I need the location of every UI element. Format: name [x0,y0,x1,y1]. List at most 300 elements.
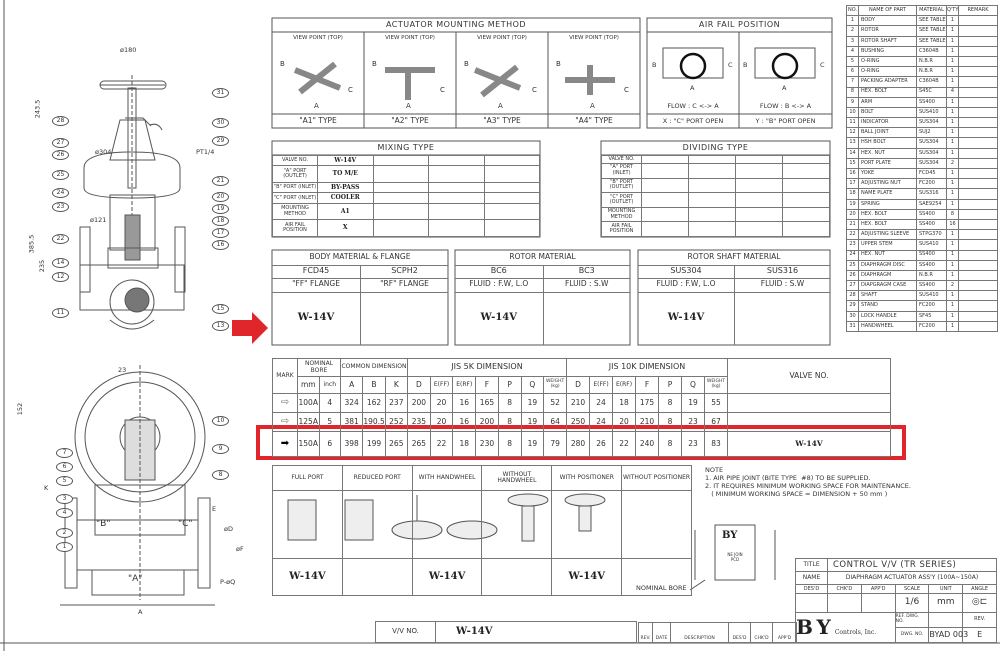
parts-cell: 1 [947,107,959,117]
dim-cell: 79 [544,432,567,457]
vv-no-label: V/V NO. [376,622,436,643]
port-b-label: B [743,61,748,69]
table-row [847,209,998,219]
dim-cell: 250 [567,413,590,432]
mounting-type-label: "A1" TYPE [299,116,337,125]
parts-cell: ADJUSTING NUT [859,179,917,189]
dim-label: K [44,484,49,492]
dim-header: MARK [273,359,298,394]
table-cell [642,207,689,222]
port-a-label: A [498,102,503,110]
table-row [847,56,998,66]
dim-cell: 5 [319,413,341,432]
table-row [847,67,998,77]
remark-cell [959,16,998,26]
mixing-table [272,155,540,237]
parts-cell: FC200 [917,301,947,311]
parts-cell: SS400 [917,219,947,229]
parts-cell: 1 [947,291,959,301]
view-point-label: VIEW POINT (TOP) [385,35,435,41]
parts-cell: 31 [847,321,859,331]
note-line: 2. IT REQUIRES MINIMUM WORKING SPACE FOR MAINTENANCE. [705,482,911,490]
dim-subheader: WEIGHT (kg) [705,377,728,394]
dividing-title: DIVIDING TYPE [682,143,749,152]
ref-dwg-label: REF. DWG. NO. [895,612,929,627]
remark-cell [959,158,998,168]
callout-balloon: 31 [212,88,229,98]
table-row [847,179,998,189]
dim-cell: 190.5 [363,413,385,432]
material-spec: FLUID : F.W, L.O [638,279,734,293]
parts-cell: DIAPHRAGM DISC [859,260,917,270]
parts-cell: ARM [859,97,917,107]
material-title: BODY MATERIAL & FLANGE [272,252,448,266]
parts-cell: SHAFT [859,291,917,301]
table-row [847,311,998,321]
parts-cell: 29 [847,301,859,311]
parts-header: Q'TY [947,6,959,16]
parts-cell: SUJ2 [917,128,947,138]
remark-cell [959,169,998,179]
table-cell [373,166,429,183]
parts-cell: 1 [947,97,959,107]
callout-balloon: 26 [52,150,69,160]
parts-cell: SAE9254 [917,199,947,209]
table-row-selected [273,432,891,457]
callout-balloon: 15 [212,304,229,314]
parts-cell: HEX. NUT [859,148,917,158]
row-label: "A" PORT (OUTLET) [273,166,318,183]
parts-cell: 19 [847,199,859,209]
port-type-selection: W-14V [552,559,622,596]
port-b-label: B [464,60,469,68]
remark-cell [959,87,998,97]
dwg-no-value: BYAD 003 [929,627,963,642]
port-type-header: WITH POSITIONER [552,466,622,491]
port-type-illustration [622,491,692,559]
dim-label: øF [236,545,244,553]
port-a-label: A [690,84,695,92]
table-cell [484,220,540,237]
parts-cell: SF45 [917,311,947,321]
revision-header: DES'D [729,623,751,643]
port-c-label: C [348,86,353,94]
rev-value: E [963,627,997,642]
vertical-divider [543,293,544,345]
revision-header: DESCRIPTION [671,623,729,643]
table-row [273,182,540,192]
port-c-label: C [820,61,825,69]
table-row [847,199,998,209]
table-cell [783,222,830,237]
port-a-label: A [314,102,319,110]
parts-cell: 4 [847,46,859,56]
table-cell [484,156,540,166]
drawing-title: CONTROL V/V (TR SERIES) [828,559,997,572]
title-block [795,558,997,643]
parts-cell: 1 [947,128,959,138]
dim-label: 385.5 [27,234,36,254]
table-cell [689,222,736,237]
table-cell [642,156,689,164]
port-a-label: A [590,102,595,110]
dim-cell: 324 [341,394,363,413]
parts-cell: SEE TABLE [917,16,947,26]
parts-cell: HEX. NUT [859,250,917,260]
dim-subheader: P [659,377,682,394]
table-cell [689,156,736,164]
parts-cell: HEX. BOLT [859,209,917,219]
valve-front-view [80,75,185,329]
remark-cell [959,189,998,199]
port-label: "C" [178,519,193,529]
flow-label: FLOW : C <-> A [667,102,719,110]
table-row [847,219,998,229]
dim-cell: 16 [453,394,476,413]
table-cell [642,193,689,208]
remark-cell [959,118,998,128]
row-label: MOUNTING METHOD [273,203,318,220]
angle-label: ANGLE [963,585,997,594]
table-cell [689,193,736,208]
port-c-label: C [728,61,733,69]
remark-cell [959,56,998,66]
table-cell [736,207,783,222]
projection-icon: ◎⊏ [963,594,997,612]
mounting-type-label: "A2" TYPE [391,116,429,125]
dim-cell: 64 [544,413,567,432]
table-row [847,128,998,138]
parts-cell: 25 [847,260,859,270]
table-row [847,270,998,280]
dim-cell: 125A [298,413,320,432]
parts-cell: 1 [947,179,959,189]
table-row [847,281,998,291]
dim-cell: 20 [430,413,453,432]
parts-cell: 12 [847,128,859,138]
parts-cell: 1 [947,311,959,321]
row-label: MOUNTING METHOD [602,207,642,222]
view-point-label: VIEW POINT (TOP) [569,35,619,41]
row-label: VALVE NO. [602,156,642,164]
parts-cell: 6 [847,67,859,77]
remark-cell [959,128,998,138]
port-type-header: WITH HANDWHEEL [412,466,482,491]
port-c-label: C [624,86,629,94]
dim-cell: 200 [408,394,431,413]
dim-subheader: Q [521,377,544,394]
parts-cell: O-RING [859,67,917,77]
parts-cell: 1 [947,321,959,331]
port-type-selection: W-14V [412,559,482,596]
parts-cell: PACKING ADAPTER [859,77,917,87]
dim-subheader: P [498,377,521,394]
dim-subheader: D [567,377,590,394]
table-row [847,118,998,128]
table-cell: A1 [318,203,374,220]
remark-cell [959,148,998,158]
scale-label: SCALE [895,585,929,594]
parts-cell: 16 [947,219,959,229]
table-cell: TO M/E [318,166,374,183]
table-row [273,220,540,237]
dim-cell: 235 [408,413,431,432]
table-row [602,193,830,208]
vertical-divider [360,293,361,345]
dim-header: NOMINAL BORE [298,359,341,377]
nameplate-text: NE JOIN PCD [727,552,743,562]
dim-label: A [138,608,143,616]
dim-cell: 23 [682,432,705,457]
port-type-illustration [482,491,552,559]
table-row [847,169,998,179]
dim-subheader: WEIGHT (kg) [544,377,567,394]
dim-cell: 67 [705,413,728,432]
port-b-label: B [556,60,561,68]
dim-cell: 16 [453,413,476,432]
remark-cell [959,107,998,117]
material-spec: FLUID : S.W [734,279,830,293]
material-title: ROTOR MATERIAL [455,252,630,266]
dim-cell: 175 [636,394,659,413]
parts-cell: 1 [947,250,959,260]
parts-cell: 1 [947,148,959,158]
dim-cell: 8 [659,432,682,457]
parts-cell: BOLT [859,107,917,117]
dim-subheader: inch [319,377,341,394]
parts-cell: 21 [847,219,859,229]
dim-cell: 6 [319,432,341,457]
parts-cell: 16 [847,169,859,179]
table-row [847,87,998,97]
vertical-divider [734,293,735,345]
remark-cell [959,179,998,189]
parts-cell: 13 [847,138,859,148]
parts-cell: 2 [847,26,859,36]
mounting-type-label: "A3" TYPE [483,116,521,125]
parts-cell: DIAPGRAGM CASE [859,281,917,291]
dim-label: ø304 [95,148,112,156]
table-cell [642,178,689,193]
remark-cell [959,260,998,270]
material-name: BC6 [455,266,543,279]
dim-cell: 162 [363,394,385,413]
parts-list-table [846,5,998,332]
parts-cell: 1 [947,118,959,128]
table-row [847,138,998,148]
dim-subheader: E(RF) [613,377,636,394]
valve-side-view [60,365,215,605]
parts-cell: 1 [947,270,959,280]
dim-cell: 252 [385,413,407,432]
dim-cell: 19 [521,413,544,432]
mixing-title: MIXING TYPE [377,143,435,152]
dim-subheader: F [636,377,659,394]
parts-header: MATERIAL [917,6,947,16]
parts-cell: 26 [847,270,859,280]
parts-cell: DIAPHRAGM [859,270,917,280]
parts-cell: 30 [847,311,859,321]
dim-cell: 8 [498,413,521,432]
table-cell [783,156,830,164]
dim-cell: 24 [590,394,613,413]
parts-cell: SEE TABLE [917,26,947,36]
row-label: AIR FAIL POSITION [273,220,318,237]
callout-balloon: 5 [56,476,73,486]
parts-cell: BODY [859,16,917,26]
table-row [273,193,540,203]
callout-balloon: 17 [212,228,229,238]
table-cell [373,220,429,237]
valve-no-cell [728,413,891,432]
port-c-label: C [440,86,445,94]
parts-header: NO. [847,6,859,16]
table-cell [736,193,783,208]
parts-cell: 5 [847,56,859,66]
callout-balloon: 10 [212,416,229,426]
parts-cell: 27 [847,281,859,291]
callout-balloon: 7 [56,448,73,458]
parts-cell: SUS304 [917,138,947,148]
dim-subheader: E(FF) [590,377,613,394]
parts-cell: C3604B [917,46,947,56]
parts-cell: UPPER STEM [859,240,917,250]
parts-cell: STAND [859,301,917,311]
app-label: APP'D [861,585,895,594]
air-fail-y-caption: Y : "B" PORT OPEN [755,117,816,125]
dim-header: JIS 5K DIMENSION [408,359,567,377]
port-label: "A" [128,574,143,584]
remark-cell [959,219,998,229]
parts-cell: 4 [947,87,959,97]
table-row [602,163,830,178]
parts-cell: C3604B [917,77,947,87]
port-type-header: WITHOUT POSITIONER [622,466,692,491]
parts-cell: ADJUSTING SLEEVE [859,230,917,240]
port-type-selection [342,559,412,596]
remark-cell [959,301,998,311]
nominal-bore-label: NOMINAL BORE [636,584,687,592]
note-line: ( MINIMUM WORKING SPACE = DIMENSION + 50 mm ) [705,490,888,498]
parts-cell: 24 [847,250,859,260]
callout-balloon: 24 [52,188,69,198]
notes-title: NOTE [705,466,724,474]
table-cell [373,193,429,203]
remark-cell [959,26,998,36]
dim-cell: 55 [705,394,728,413]
parts-cell: FCD45 [917,169,947,179]
dim-cell: 19 [521,394,544,413]
parts-cell: 8 [947,209,959,219]
callout-balloon: 4 [56,508,73,518]
parts-cell: SUS304 [917,148,947,158]
parts-cell: 28 [847,291,859,301]
parts-cell: 8 [847,87,859,97]
remark-cell [959,281,998,291]
scale-value: 1/6 [895,594,929,612]
parts-cell: N.B.R [917,67,947,77]
callout-balloon: 21 [212,176,229,186]
dim-cell: 381 [341,413,363,432]
remark-cell [959,67,998,77]
parts-cell: SS400 [917,250,947,260]
table-row [847,26,998,36]
parts-cell: SS400 [917,209,947,219]
callout-balloon: 14 [52,258,69,268]
port-type-illustration [342,491,412,559]
table-cell [689,178,736,193]
table-row [847,148,998,158]
table-row [847,36,998,46]
dim-cell: 8 [498,432,521,457]
table-row [847,16,998,26]
table-row [847,321,998,331]
parts-cell: ROTOR [859,26,917,36]
drawing-name: DIAPHRAGM ACTUATOR ASS'Y (100A~150A) [828,572,997,585]
table-cell: COOLER [318,193,374,203]
table-row [847,291,998,301]
port-label: "B" [96,519,111,529]
callout-balloon: 3 [56,494,73,504]
table-cell [429,156,485,166]
material-name: FCD45 [272,266,360,279]
parts-cell: 9 [847,97,859,107]
dim-cell: 150A [298,432,320,457]
callout-balloon: 13 [212,321,229,331]
callout-balloon: 16 [212,240,229,250]
vv-no-value: W-14V [436,622,637,643]
row-mark-arrow-icon: ➡ [273,432,298,457]
dim-cell: 240 [636,432,659,457]
material-name: SUS316 [734,266,830,279]
port-type-header: REDUCED PORT [342,466,412,491]
dim-cell: 24 [590,413,613,432]
view-point-label: VIEW POINT (TOP) [477,35,527,41]
unit-label: UNIT [929,585,963,594]
port-type-header: WITHOUT HANDWHEEL [482,466,552,491]
table-cell [484,182,540,192]
port-b-label: B [372,60,377,68]
remark-cell [959,77,998,87]
parts-cell: HEX. BOLT [859,87,917,97]
parts-cell: SS400 [917,97,947,107]
table-cell [429,203,485,220]
port-a-label: A [782,84,787,92]
table-cell [783,207,830,222]
table-row [847,230,998,240]
remark-cell [959,46,998,56]
dim-cell: 165 [476,394,499,413]
parts-cell: 1 [947,46,959,56]
table-cell [736,163,783,178]
dim-label: PT1/4 [196,148,215,156]
table-cell [783,178,830,193]
flow-label: FLOW : B <-> A [759,102,812,110]
parts-cell: 1 [947,56,959,66]
dim-label: 23 [118,366,127,374]
table-cell [373,203,429,220]
callout-balloon: 18 [212,216,229,226]
dim-label: øD [224,525,233,533]
material-title: ROTOR SHAFT MATERIAL [638,252,830,266]
table-cell [484,203,540,220]
parts-header: REMARK [959,6,998,16]
dim-cell: 83 [705,432,728,457]
dim-cell: 52 [544,394,567,413]
callout-balloon: 22 [52,234,69,244]
table-row [273,166,540,183]
callout-balloon: 11 [52,308,69,318]
